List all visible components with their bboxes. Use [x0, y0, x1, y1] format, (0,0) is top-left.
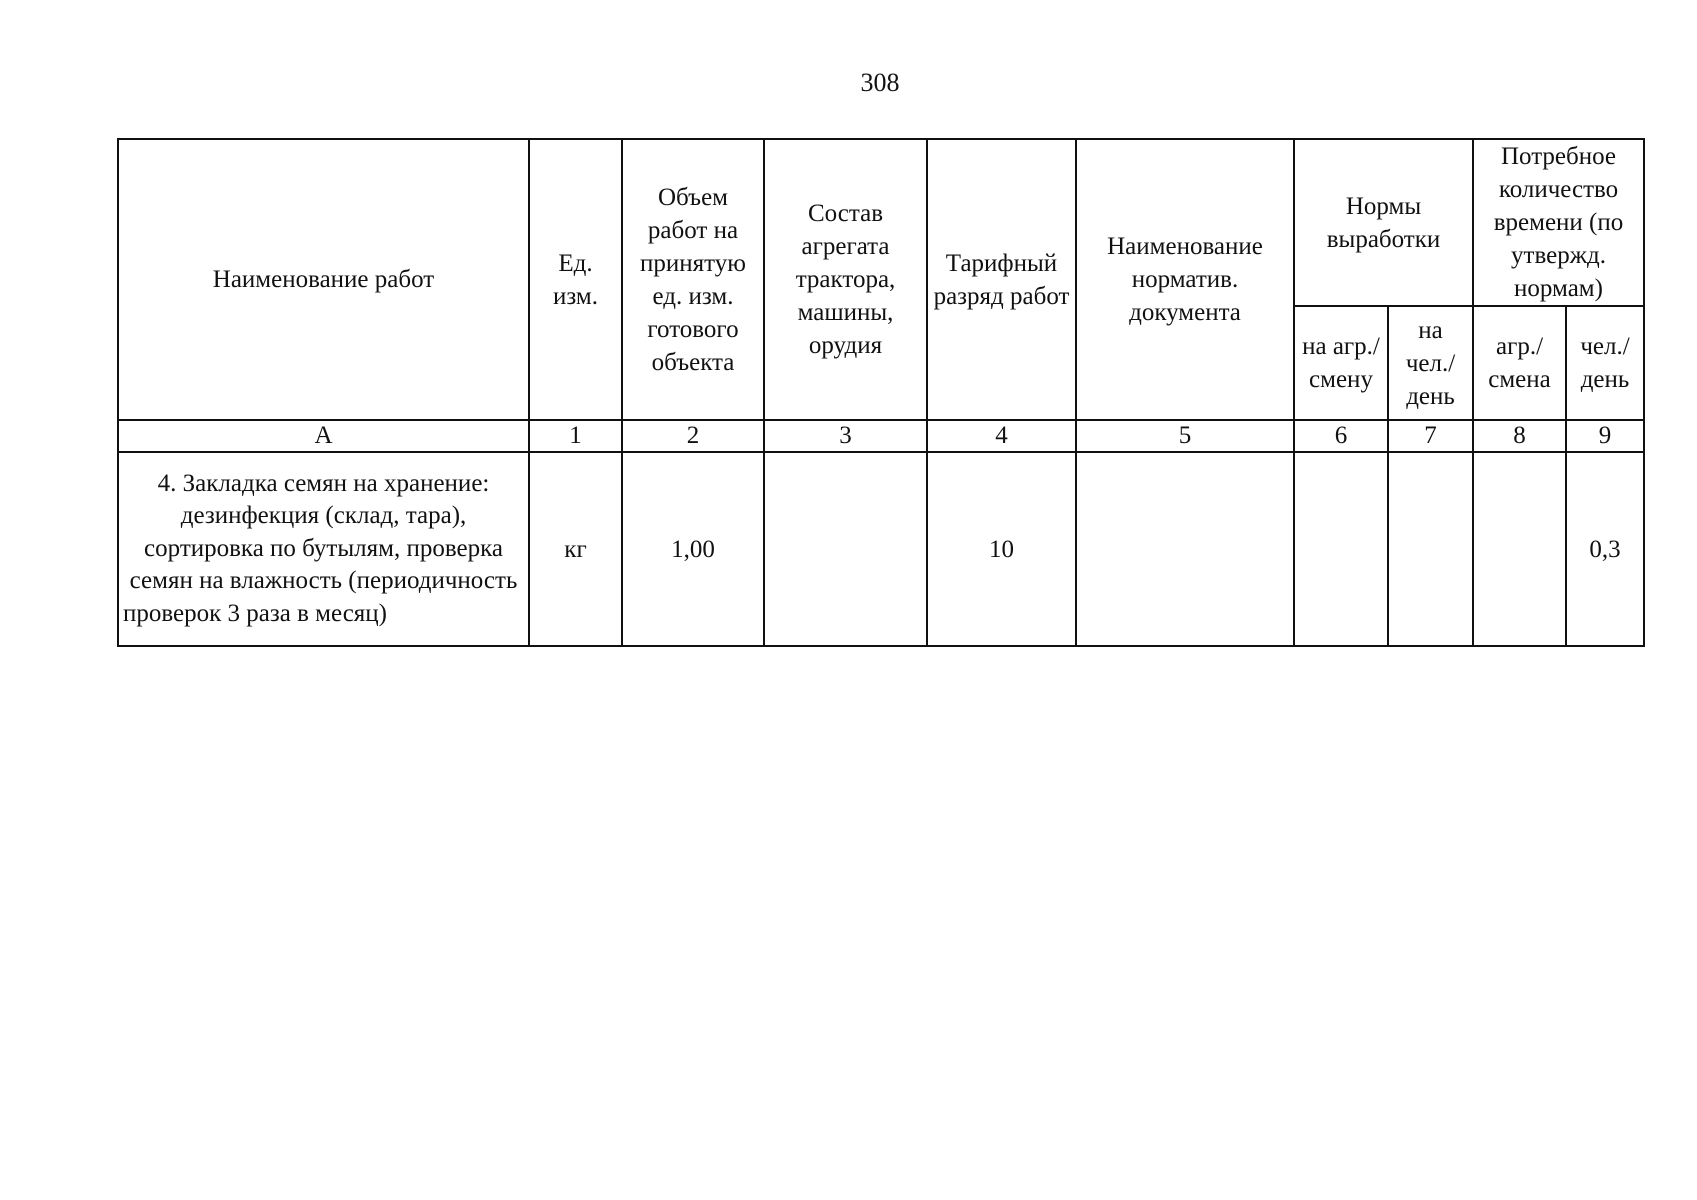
- column-index-cell: 9: [1566, 420, 1644, 452]
- header-row-main: [118, 139, 1644, 306]
- header-output-per-person-day: на чел./ день: [1388, 306, 1473, 420]
- column-index-cell: 6: [1294, 420, 1388, 452]
- column-index-cell: 4: [927, 420, 1076, 452]
- column-index-cell: 7: [1388, 420, 1473, 452]
- tariff-cell: 10: [927, 452, 1076, 646]
- output-per-unit-shift-cell: [1294, 452, 1388, 646]
- header-work-name: Наименование работ: [118, 139, 529, 420]
- header-norm-doc: Наименование норматив. документа: [1076, 139, 1294, 420]
- column-index-cell: 8: [1473, 420, 1566, 452]
- time-person-day-cell: 0,3: [1566, 452, 1644, 646]
- column-index-cell: А: [118, 420, 529, 452]
- header-output-per-unit-shift: на агр./ смену: [1294, 306, 1388, 420]
- header-time-unit-shift: агр./ смена: [1473, 306, 1566, 420]
- header-volume: Объем работ на принятую ед. изм. готового объекта: [622, 139, 764, 420]
- work-norms-table: [117, 138, 1645, 647]
- column-index-row: [118, 420, 1644, 452]
- column-index-cell: 3: [764, 420, 927, 452]
- table-row: [118, 452, 1644, 646]
- aggregate-cell: [764, 452, 927, 646]
- column-index-cell: 1: [529, 420, 622, 452]
- volume-cell: 1,00: [622, 452, 764, 646]
- unit-cell: кг: [529, 452, 622, 646]
- header-time-person-day: чел./ день: [1566, 306, 1644, 420]
- column-index-cell: 5: [1076, 420, 1294, 452]
- header-output-norms: Нормы выработки: [1294, 139, 1473, 306]
- header-tariff: Тарифный разряд работ: [927, 139, 1076, 420]
- work-name-cell: 4. Закладка семян на хранение: дезинфекция (склад, тара), сортировка по бутылям, проверка семян на влажность (периодичность проверок 3 раза в месяц): [118, 452, 529, 646]
- header-time-required: Потребное количество времени (по утвержд. нормам): [1473, 139, 1644, 306]
- header-aggregate: Состав агрегата трактора, машины, орудия: [764, 139, 927, 420]
- output-per-person-day-cell: [1388, 452, 1473, 646]
- page-number: 308: [860, 68, 900, 97]
- header-unit: Ед. изм.: [529, 139, 622, 420]
- column-index-cell: 2: [622, 420, 764, 452]
- time-unit-shift-cell: [1473, 452, 1566, 646]
- norm-doc-cell: [1076, 452, 1294, 646]
